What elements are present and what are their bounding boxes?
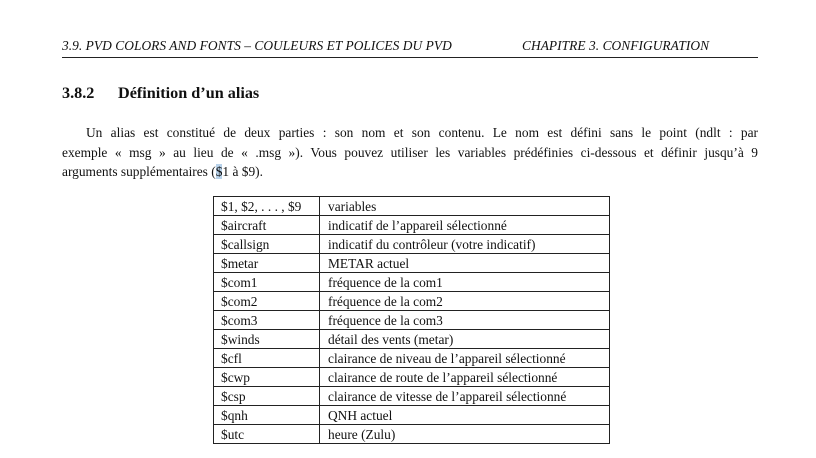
variable-description-cell: METAR actuel — [320, 254, 610, 273]
table-row — [214, 349, 610, 368]
variable-description-cell: détail des vents (metar) — [320, 330, 610, 349]
variable-name-cell: $com2 — [214, 292, 320, 311]
section-title: Définition d’un alias — [118, 84, 260, 102]
variable-name-cell: $csp — [214, 387, 320, 406]
variable-description-cell: clairance de vitesse de l’appareil sélectionné — [320, 387, 610, 406]
variable-name-cell: $qnh — [214, 406, 320, 425]
variables-table — [213, 196, 610, 444]
table-row — [214, 425, 610, 444]
table-row — [214, 292, 610, 311]
table-row — [214, 330, 610, 349]
text-selection-highlight[interactable]: $ — [215, 164, 223, 179]
variable-name-cell: $metar — [214, 254, 320, 273]
variable-name-cell: $aircraft — [214, 216, 320, 235]
variable-name-cell: $com1 — [214, 273, 320, 292]
running-header — [62, 37, 758, 56]
table-row — [214, 197, 610, 216]
table-row — [214, 273, 610, 292]
paragraph-line-3-end: 1 à $9). — [222, 164, 263, 179]
variable-name-cell: $cfl — [214, 349, 320, 368]
running-header-section: 3.9. PVD COLORS AND FONTS – COULEURS ET POLICES DU PVD — [62, 38, 452, 53]
variable-description-cell: fréquence de la com2 — [320, 292, 610, 311]
variable-description-cell: fréquence de la com1 — [320, 273, 610, 292]
paragraph-line-3-start: arguments supplémentaires ( — [62, 164, 216, 179]
variable-description-cell: variables — [320, 197, 610, 216]
variable-name-cell: $com3 — [214, 311, 320, 330]
variable-name-cell: $callsign — [214, 235, 320, 254]
header-rule — [62, 57, 758, 58]
table-row — [214, 216, 610, 235]
variable-name-cell: $utc — [214, 425, 320, 444]
table-row — [214, 387, 610, 406]
variable-name-cell: $cwp — [214, 368, 320, 387]
body-paragraph — [62, 123, 758, 182]
table-row — [214, 311, 610, 330]
section-number: 3.8.2 — [62, 84, 95, 102]
running-header-chapter: CHAPITRE 3. CONFIGURATION — [522, 38, 710, 53]
table-row — [214, 368, 610, 387]
variable-description-cell: heure (Zulu) — [320, 425, 610, 444]
table-row — [214, 254, 610, 273]
table-row — [214, 406, 610, 425]
table-row — [214, 235, 610, 254]
paragraph-line-1: Un alias est constitué de deux parties : son nom et son contenu. Le nom est défini sans le point (ndlt : par — [86, 125, 758, 140]
variable-name-cell: $winds — [214, 330, 320, 349]
section-heading — [62, 83, 259, 103]
variable-description-cell: indicatif du contrôleur (votre indicatif) — [320, 235, 610, 254]
variable-description-cell: QNH actuel — [320, 406, 610, 425]
paragraph-line-2: exemple « msg » au lieu de « .msg »). Vous pouvez utiliser les variables prédéfinies ci-dessous et définir jusqu’à 9 — [62, 144, 758, 160]
variable-name-cell: $1, $2, . . . , $9 — [214, 197, 320, 216]
variable-description-cell: clairance de niveau de l’appareil sélectionné — [320, 349, 610, 368]
variable-description-cell: indicatif de l’appareil sélectionné — [320, 216, 610, 235]
variable-description-cell: clairance de route de l’appareil sélectionné — [320, 368, 610, 387]
variable-description-cell: fréquence de la com3 — [320, 311, 610, 330]
paragraph-line-3 — [62, 162, 758, 182]
